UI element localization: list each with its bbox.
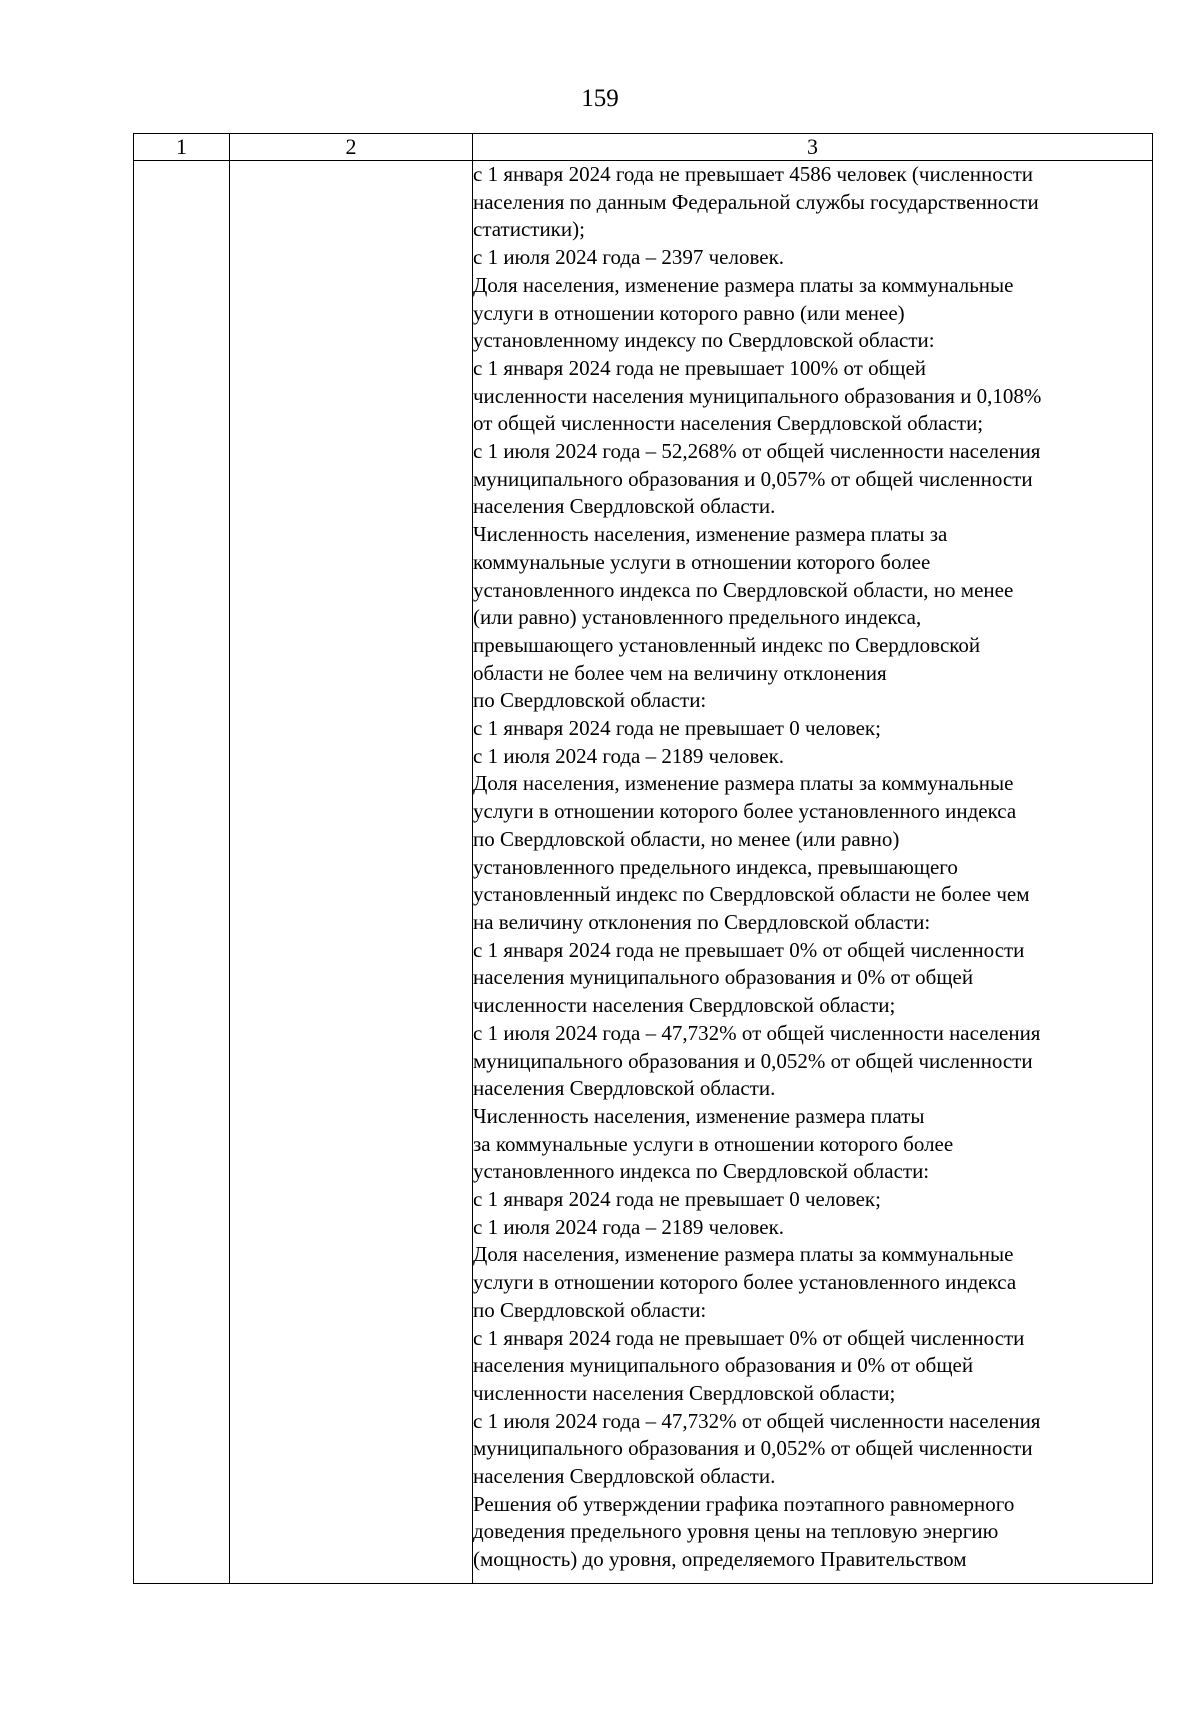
text-line: услуги в отношении которого равно (или менее) bbox=[473, 300, 905, 325]
text-line: на величину отклонения по Свердловской области: bbox=[473, 909, 931, 934]
text-line: статистики); bbox=[473, 217, 585, 242]
text-line: доведения предельного уровня цены на тепловую энергию bbox=[473, 1519, 999, 1544]
table-header-row bbox=[134, 134, 1153, 161]
text-line: численности населения Свердловской области; bbox=[473, 1380, 896, 1405]
text-line: (мощность) до уровня, определяемого Правительством bbox=[473, 1547, 967, 1572]
text-line: установленного индекса по Свердловской области, но менее bbox=[473, 577, 1014, 602]
text-line: с 1 января 2024 года не превышает 0% от общей численности bbox=[473, 937, 1025, 962]
text-line: с 1 января 2024 года не превышает 0 человек; bbox=[473, 716, 881, 741]
text-line: населения по данным Федеральной службы государственности bbox=[473, 189, 1039, 214]
text-line: за коммунальные услуги в отношении которого более bbox=[473, 1131, 954, 1156]
text-line: с 1 января 2024 года не превышает 0% от общей численности bbox=[473, 1325, 1025, 1350]
text-line: с 1 июля 2024 года – 47,732% от общей численности населения bbox=[473, 1408, 1041, 1433]
text-line: Численность населения, изменение размера платы за bbox=[473, 522, 948, 547]
column-header-2: 2 bbox=[230, 134, 473, 161]
text-line: с 1 июля 2024 года – 52,268% от общей численности населения bbox=[473, 439, 1041, 464]
text-line: Доля населения, изменение размера платы за коммунальные bbox=[473, 771, 1014, 796]
text-line: с 1 июля 2024 года – 2397 человек. bbox=[473, 245, 785, 270]
text-line: населения Свердловской области. bbox=[473, 1076, 776, 1101]
text-line: муниципального образования и 0,057% от общей численности bbox=[473, 466, 1033, 491]
table-row bbox=[134, 161, 1153, 1584]
text-line: установленному индексу по Свердловской области: bbox=[473, 328, 935, 353]
text-line: Численность населения, изменение размера платы bbox=[473, 1103, 925, 1128]
text-line: Решения об утверждении графика поэтапного равномерного bbox=[473, 1491, 1015, 1516]
text-line: населения Свердловской области. bbox=[473, 1464, 776, 1489]
text-line: по Свердловской области: bbox=[473, 688, 707, 713]
text-line: (или равно) установленного предельного индекса, bbox=[473, 605, 922, 630]
text-line: Доля населения, изменение размера платы за коммунальные bbox=[473, 272, 1014, 297]
text-line: с 1 января 2024 года не превышает 0 человек; bbox=[473, 1187, 881, 1212]
text-line: услуги в отношении которого более установленного индекса bbox=[473, 1270, 1017, 1295]
text-line: от общей численности населения Свердловской области; bbox=[473, 411, 984, 436]
text-line: установленный индекс по Свердловской области не более чем bbox=[473, 882, 1030, 907]
document-table bbox=[133, 133, 1153, 1584]
text-line: установленного предельного индекса, превышающего bbox=[473, 854, 958, 879]
text-line: услуги в отношении которого более установленного индекса bbox=[473, 799, 1017, 824]
cell-column-1 bbox=[134, 161, 230, 1584]
text-line: с 1 июля 2024 года – 47,732% от общей численности населения bbox=[473, 1020, 1041, 1045]
text-line: численности населения Свердловской области; bbox=[473, 993, 896, 1018]
text-line: коммунальные услуги в отношении которого более bbox=[473, 549, 931, 574]
text-line: муниципального образования и 0,052% от общей численности bbox=[473, 1436, 1033, 1461]
text-line: установленного индекса по Свердловской области: bbox=[473, 1159, 930, 1184]
text-line: с 1 января 2024 года не превышает 100% от общей bbox=[473, 355, 927, 380]
cell-column-3 bbox=[473, 161, 1153, 1584]
text-line: Доля населения, изменение размера платы за коммунальные bbox=[473, 1242, 1014, 1267]
text-line: с 1 января 2024 года не превышает 4586 человек (численности bbox=[473, 162, 1034, 186]
column-header-1: 1 bbox=[134, 134, 230, 161]
text-line: по Свердловской области: bbox=[473, 1297, 707, 1322]
text-line: области не более чем на величину отклонения bbox=[473, 660, 887, 685]
text-line: населения муниципального образования и 0% от общей bbox=[473, 1353, 974, 1378]
text-line: населения муниципального образования и 0% от общей bbox=[473, 965, 974, 990]
text-line: населения Свердловской области. bbox=[473, 494, 776, 519]
text-line: с 1 июля 2024 года – 2189 человек. bbox=[473, 1214, 785, 1239]
text-line: численности населения муниципального образования и 0,108% bbox=[473, 383, 1042, 408]
text-line: с 1 июля 2024 года – 2189 человек. bbox=[473, 743, 785, 768]
page-number: 159 bbox=[581, 85, 619, 112]
text-line: муниципального образования и 0,052% от общей численности bbox=[473, 1048, 1033, 1073]
cell-column-2 bbox=[230, 161, 473, 1584]
text-line: по Свердловской области, но менее (или равно) bbox=[473, 826, 900, 851]
text-line: превышающего установленный индекс по Свердловской bbox=[473, 632, 981, 657]
column-header-3: 3 bbox=[473, 134, 1153, 161]
